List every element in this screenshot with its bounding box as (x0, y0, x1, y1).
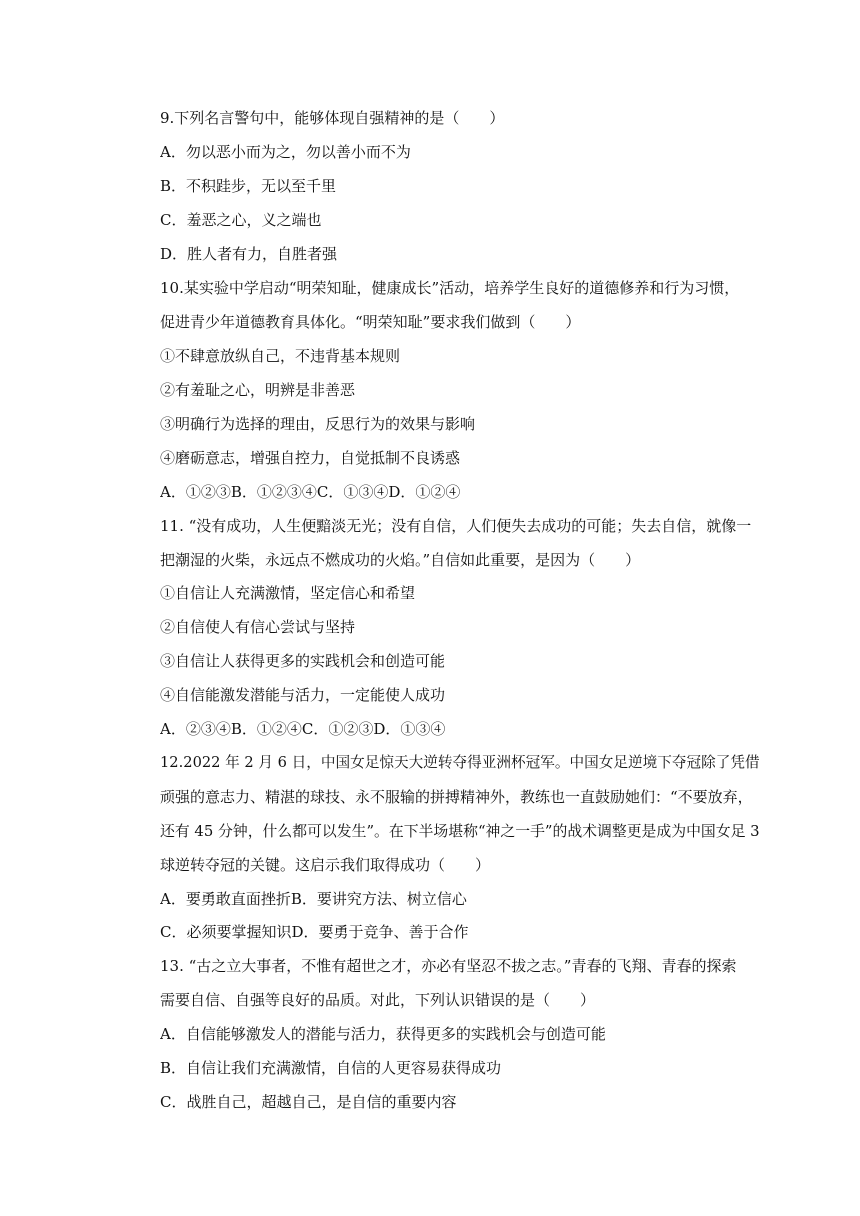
question-13-option-b: B．自信让我们充满激情，自信的人更容易获得成功 (160, 1059, 502, 1077)
question-10-statement-1: ①不肆意放纵自己，不违背基本规则 (160, 347, 401, 365)
question-12-options-row-1: A．要勇敢直面挫折B．要讲究方法、树立信心 (160, 890, 467, 908)
question-9-option-b: B．不积跬步，无以至千里 (160, 177, 337, 195)
question-13-stem-line-1: 13. “古之立大事者，不惟有超世之才，亦必有坚忍不拔之志。”青春的飞翔、青春的探索 (160, 957, 737, 975)
question-13-option-c: C．战胜自己，超越自己，是自信的重要内容 (160, 1093, 457, 1111)
question-9-option-d: D．胜人者有力，自胜者强 (160, 245, 338, 263)
question-11-statement-3: ③自信让人获得更多的实践机会和创造可能 (160, 652, 446, 670)
question-10-stem-line-2: 促进青少年道德教育具体化。“明荣知耻”要求我们做到（ ） (160, 313, 581, 331)
question-10-statement-3: ③明确行为选择的理由，反思行为的效果与影响 (160, 415, 476, 433)
question-13-stem-line-2: 需要自信、自强等良好的品质。对此，下列认识错误的是（ ） (160, 991, 596, 1009)
question-12-stem-line-1: 12.2022 年 2 月 6 日，中国女足惊天大逆转夺得亚洲杯冠军。中国女足逆境下夺冠除了凭借 (160, 754, 760, 771)
question-12-stem-line-3: 还有 45 分钟，什么都可以发生”。在下半场堪称“神之一手”的战术调整更是成为中国女足 3 (160, 822, 760, 840)
question-9-option-c: C．羞恶之心，义之端也 (160, 211, 322, 229)
question-10-statement-4: ④磨砺意志，增强自控力，自觉抵制不良诱惑 (160, 449, 461, 467)
question-9-stem: 9.下列名言警句中，能够体现自强精神的是（ ） (160, 109, 505, 127)
question-10-stem-line-1: 10.某实验中学启动“明荣知耻，健康成长”活动，培养学生良好的道德修养和行为习惯， (160, 279, 740, 297)
question-11-statement-2: ②自信使人有信心尝试与坚持 (160, 618, 356, 636)
question-12-stem-line-4: 球逆转夺冠的关键。这启示我们取得成功（ ） (160, 856, 491, 874)
question-11-statement-1: ①自信让人充满激情，坚定信心和希望 (160, 584, 416, 602)
question-11-options: A．②③④B．①②④C．①②③D．①③④ (160, 720, 446, 738)
question-10-options: A．①②③B．①②③④C．①③④D．①②④ (160, 483, 461, 501)
question-11-stem-line-2: 把潮湿的火柴，永远点不燃成功的火焰。”自信如此重要，是因为（ ） (160, 551, 641, 569)
question-13-option-a: A．自信能够激发人的潜能与活力，获得更多的实践机会与创造可能 (160, 1025, 606, 1043)
question-11-statement-4: ④自信能激发潜能与活力，一定能使人成功 (160, 686, 446, 704)
question-11-stem-line-1: 11. “没有成功，人生便黯淡无光；没有自信，人们便失去成功的可能；失去自信，就像一 (160, 517, 752, 535)
question-12-options-row-2: C．必须要掌握知识D．要勇于竞争、善于合作 (160, 923, 469, 941)
question-10-statement-2: ②有羞耻之心，明辨是非善恶 (160, 381, 356, 399)
question-9-option-a: A．勿以恶小而为之，勿以善小而不为 (160, 143, 411, 161)
question-12-stem-line-2: 顽强的意志力、精湛的球技、永不服输的拼搏精神外，教练也一直鼓励她们：“不要放弃， (160, 788, 753, 806)
